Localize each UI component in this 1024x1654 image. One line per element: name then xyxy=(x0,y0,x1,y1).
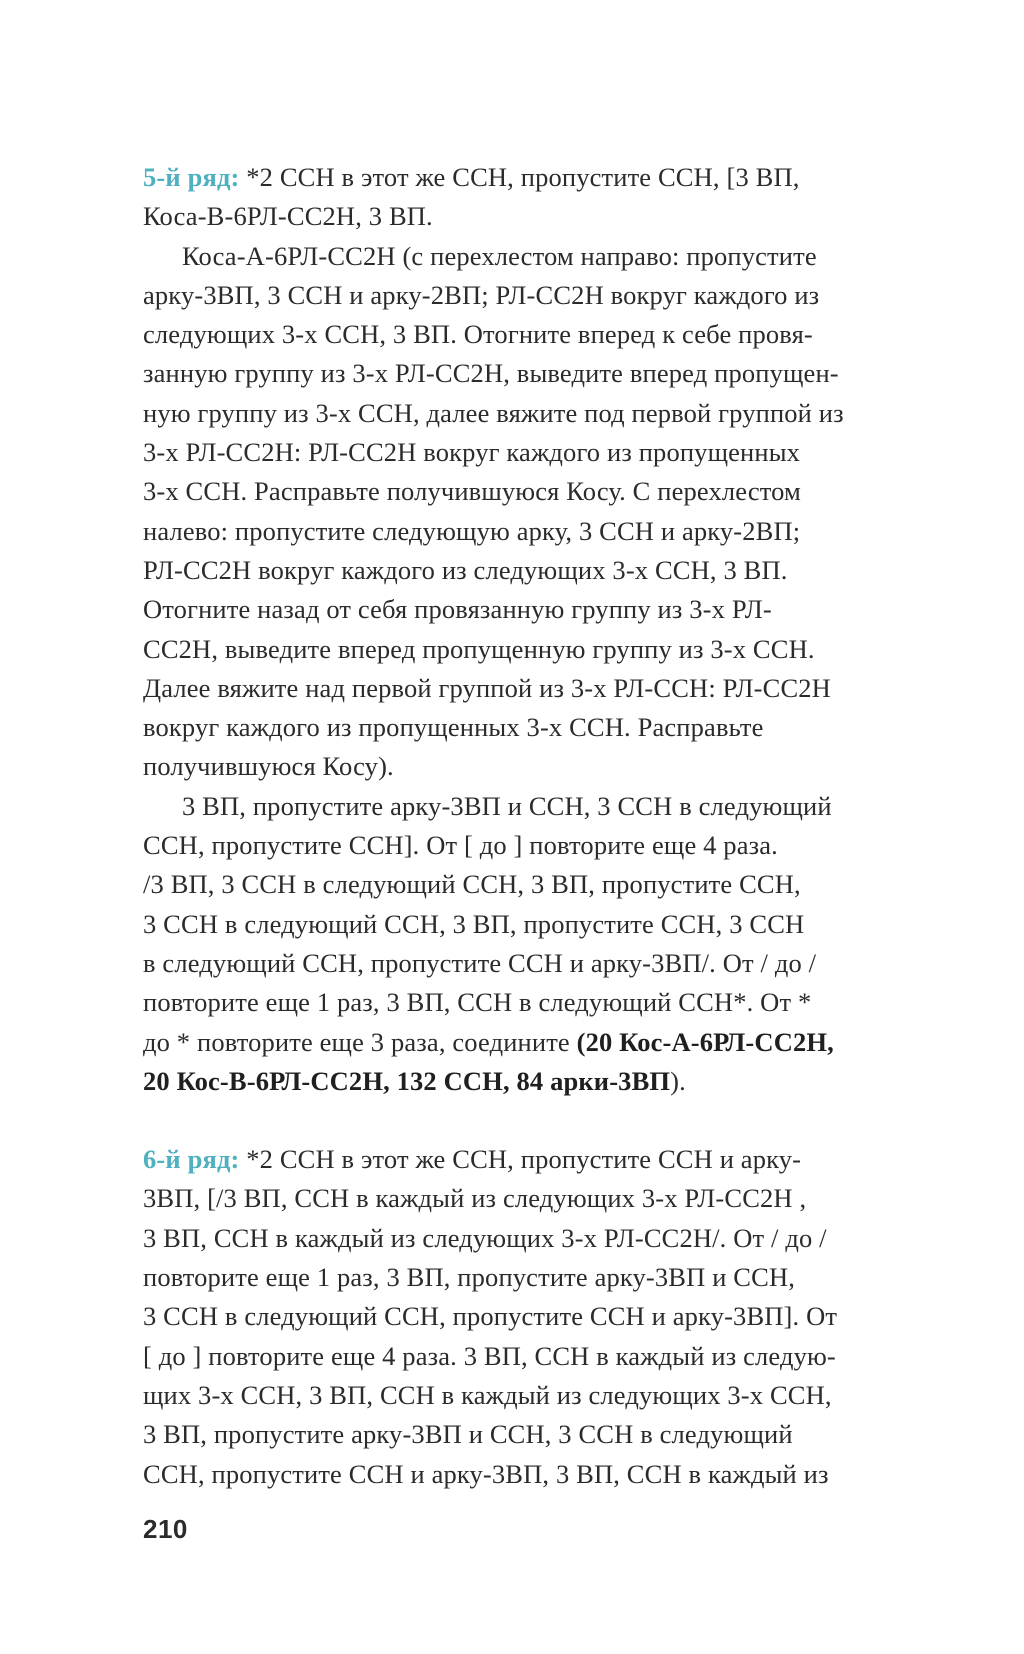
text-line: Коса-А-6РЛ-СС2Н (с перехлестом направо: пропустите xyxy=(182,240,817,271)
text-line: РЛ-СС2Н вокруг каждого из следующих 3-х ССН, 3 ВП. xyxy=(143,554,788,585)
text-line: 3-х РЛ-СС2Н: РЛ-СС2Н вокруг каждого из пропущенных xyxy=(143,437,801,468)
text-line: 3 ВП, ССН в каждый из следующих 3-х РЛ-СС2Н/. От / до / xyxy=(143,1222,827,1253)
text-line: ССН, пропустите ССН]. От [ до ] повторите еще 4 раза. xyxy=(143,830,778,861)
text-line: 3 ВП, пропустите арку-3ВП и ССН, 3 ССН в следующий xyxy=(143,1419,793,1450)
text-line: получившуюся Косу). xyxy=(143,751,394,782)
text-line: 3-х ССН. Расправьте получившуюся Косу. С перехлестом xyxy=(143,476,801,507)
text-line: следующих 3-х ССН, 3 ВП. Отогните вперед к себе провя- xyxy=(143,319,813,350)
text-line: налево: пропустите следующую арку, 3 ССН и арку-2ВП; xyxy=(143,515,801,546)
page-body xyxy=(143,158,943,1494)
row-5-totals: (20 Кос-А-6РЛ-СС2Н, xyxy=(576,1026,834,1057)
text-line: Коса-В-6РЛ-СС2Н, 3 ВП. xyxy=(143,201,433,232)
text-line: повторите еще 1 раз, 3 ВП, пропустите арку-3ВП и ССН, xyxy=(143,1262,796,1293)
row-5-totals-cont: 20 Кос-В-6РЛ-СС2Н, 132 ССН, 84 арки-3ВП xyxy=(143,1065,671,1096)
text-line: до * повторите еще 3 раза, соедините (20 Кос-А-6РЛ-СС2Н, xyxy=(143,1026,834,1057)
paragraph-gap xyxy=(143,1101,943,1140)
text-line: 5-й ряд: *2 ССН в этот же ССН, пропустите ССН, [3 ВП, xyxy=(143,162,800,192)
text-line: 6-й ряд: *2 ССН в этот же ССН, пропустите ССН и арку- xyxy=(143,1144,802,1175)
row-5-paragraph xyxy=(143,158,943,1101)
text-line: щих 3-х ССН, 3 ВП, ССН в каждый из следующих 3-х ССН, xyxy=(143,1379,832,1410)
text-line: повторите еще 1 раз, 3 ВП, ССН в следующий ССН*. От * xyxy=(143,987,812,1018)
row-6-label: 6-й ряд: xyxy=(143,1144,240,1175)
text-line: в следующий ССН, пропустите ССН и арку-3ВП/. От / до / xyxy=(143,947,817,978)
text-line: Отогните назад от себя провязанную группу из 3-х РЛ- xyxy=(143,594,772,625)
text-line: 3 ВП, пропустите арку-3ВП и ССН, 3 ССН в следующий xyxy=(182,790,832,821)
text-line: ную группу из 3-х ССН, далее вяжите под первой группой из xyxy=(143,397,844,428)
text-line: [ до ] повторите еще 4 раза. 3 ВП, ССН в каждый из следую- xyxy=(143,1340,836,1371)
text-line: 3 ССН в следующий ССН, пропустите ССН и арку-3ВП]. От xyxy=(143,1301,838,1332)
text-line: вокруг каждого из пропущенных 3-х ССН. Расправьте xyxy=(143,712,764,743)
text-line: 3ВП, [/3 ВП, ССН в каждый из следующих 3-х РЛ-СС2Н , xyxy=(143,1183,807,1214)
text-line: 3 ССН в следующий ССН, 3 ВП, пропустите ССН, 3 ССН xyxy=(143,908,805,939)
row-5-label: 5-й ряд: xyxy=(143,162,240,192)
text-line: Далее вяжите над первой группой из 3-х РЛ-ССН: РЛ-СС2Н xyxy=(143,672,831,703)
text-line: занную группу из 3-х РЛ-СС2Н, выведите вперед пропущен- xyxy=(143,358,839,389)
text-line: СС2Н, выведите вперед пропущенную группу из 3-х ССН. xyxy=(143,633,815,664)
page-number: 210 xyxy=(143,1514,188,1544)
text-line: /3 ВП, 3 ССН в следующий ССН, 3 ВП, пропустите ССН, xyxy=(143,869,801,900)
text-line: ССН, пропустите ССН и арку-3ВП, 3 ВП, ССН в каждый из xyxy=(143,1458,829,1489)
text-line: 20 Кос-В-6РЛ-СС2Н, 132 ССН, 84 арки-3ВП). xyxy=(143,1065,686,1096)
row-6-paragraph xyxy=(143,1140,943,1494)
text-line: арку-3ВП, 3 ССН и арку-2ВП; РЛ-СС2Н вокруг каждого из xyxy=(143,279,820,310)
